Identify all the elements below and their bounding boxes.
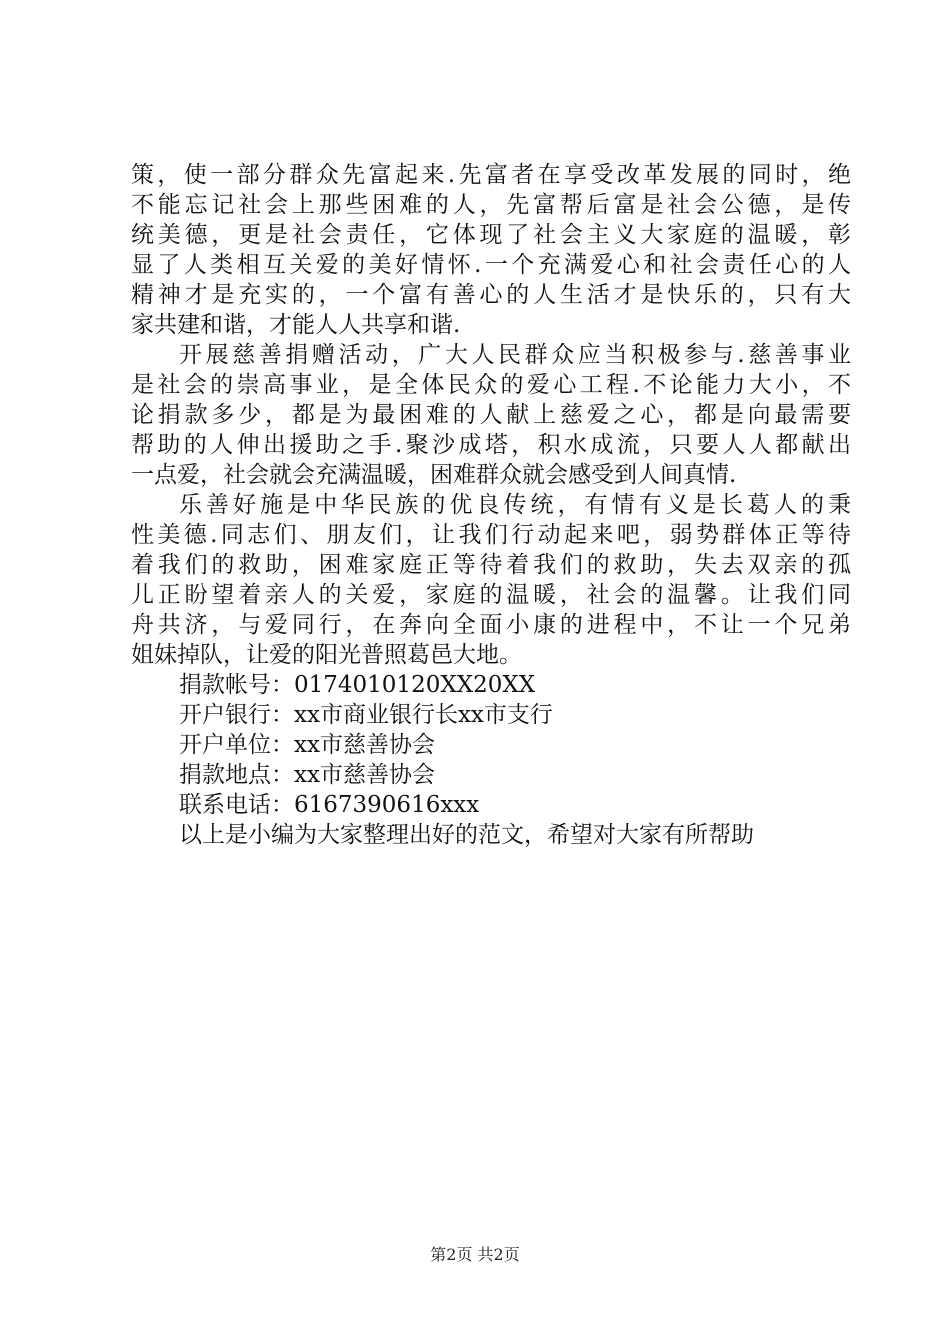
text-line: 显了人类相互关爱的美好情怀.一个充满爱心和社会责任心的人	[131, 252, 851, 278]
text-line: 不能忘记社会上那些困难的人，先富帮后富是社会公德，是传	[131, 192, 851, 218]
text-line: 论捐款多少，都是为最困难的人献上慈爱之心，都是向最需要	[131, 402, 851, 428]
text-line: 着我们的救助，困难家庭正等待着我们的救助，失去双亲的孤	[131, 552, 851, 578]
account-number-line: 捐款帐号：0174010120XX20XX	[179, 672, 536, 698]
closing-line: 以上是小编为大家整理出好的范文，希望对大家有所帮助	[179, 822, 754, 848]
text-line: 策，使一部分群众先富起来.先富者在享受改革发展的同时，绝	[131, 162, 851, 188]
text-line: 帮助的人伸出援助之手.聚沙成塔，积水成流，只要人人都献出	[131, 432, 851, 458]
donation-location-line: 捐款地点：xx市慈善协会	[179, 762, 435, 788]
donation-info	[131, 670, 851, 850]
text-line: 家共建和谐，才能人人共享和谐.	[131, 312, 461, 338]
contact-phone-line: 联系电话：6167390616xxx	[179, 792, 480, 818]
text-line: 是社会的崇高事业，是全体民众的爱心工程.不论能力大小，不	[131, 372, 851, 398]
paragraph-1	[131, 160, 851, 340]
document-body	[131, 160, 851, 850]
paragraph-2	[131, 340, 851, 490]
bank-line: 开户银行：xx市商业银行长xx市支行	[179, 702, 553, 728]
text-line: 姐妹掉队，让爱的阳光普照葛邑大地。	[131, 642, 522, 668]
text-line: 统美德，更是社会责任，它体现了社会主义大家庭的温暖，彰	[131, 222, 851, 248]
text-line: 性美德.同志们、朋友们，让我们行动起来吧，弱势群体正等待	[131, 522, 851, 548]
text-line: 舟共济，与爱同行，在奔向全面小康的进程中，不让一个兄弟	[131, 612, 851, 638]
text-line: 精神才是充实的，一个富有善心的人生活才是快乐的，只有大	[131, 282, 851, 308]
paragraph-3	[131, 490, 851, 670]
account-unit-line: 开户单位：xx市慈善协会	[179, 732, 435, 758]
text-line: 乐善好施是中华民族的优良传统，有情有义是长葛人的秉	[179, 492, 851, 518]
text-line: 开展慈善捐赠活动，广大人民群众应当积极参与.慈善事业	[179, 342, 851, 368]
text-line: 一点爱，社会就会充满温暖，困难群众就会感受到人间真情.	[131, 462, 737, 488]
text-line: 儿正盼望着亲人的关爱，家庭的温暖，社会的温馨。让我们同	[131, 582, 851, 608]
page-footer: 第2页 共2页	[430, 1245, 520, 1264]
